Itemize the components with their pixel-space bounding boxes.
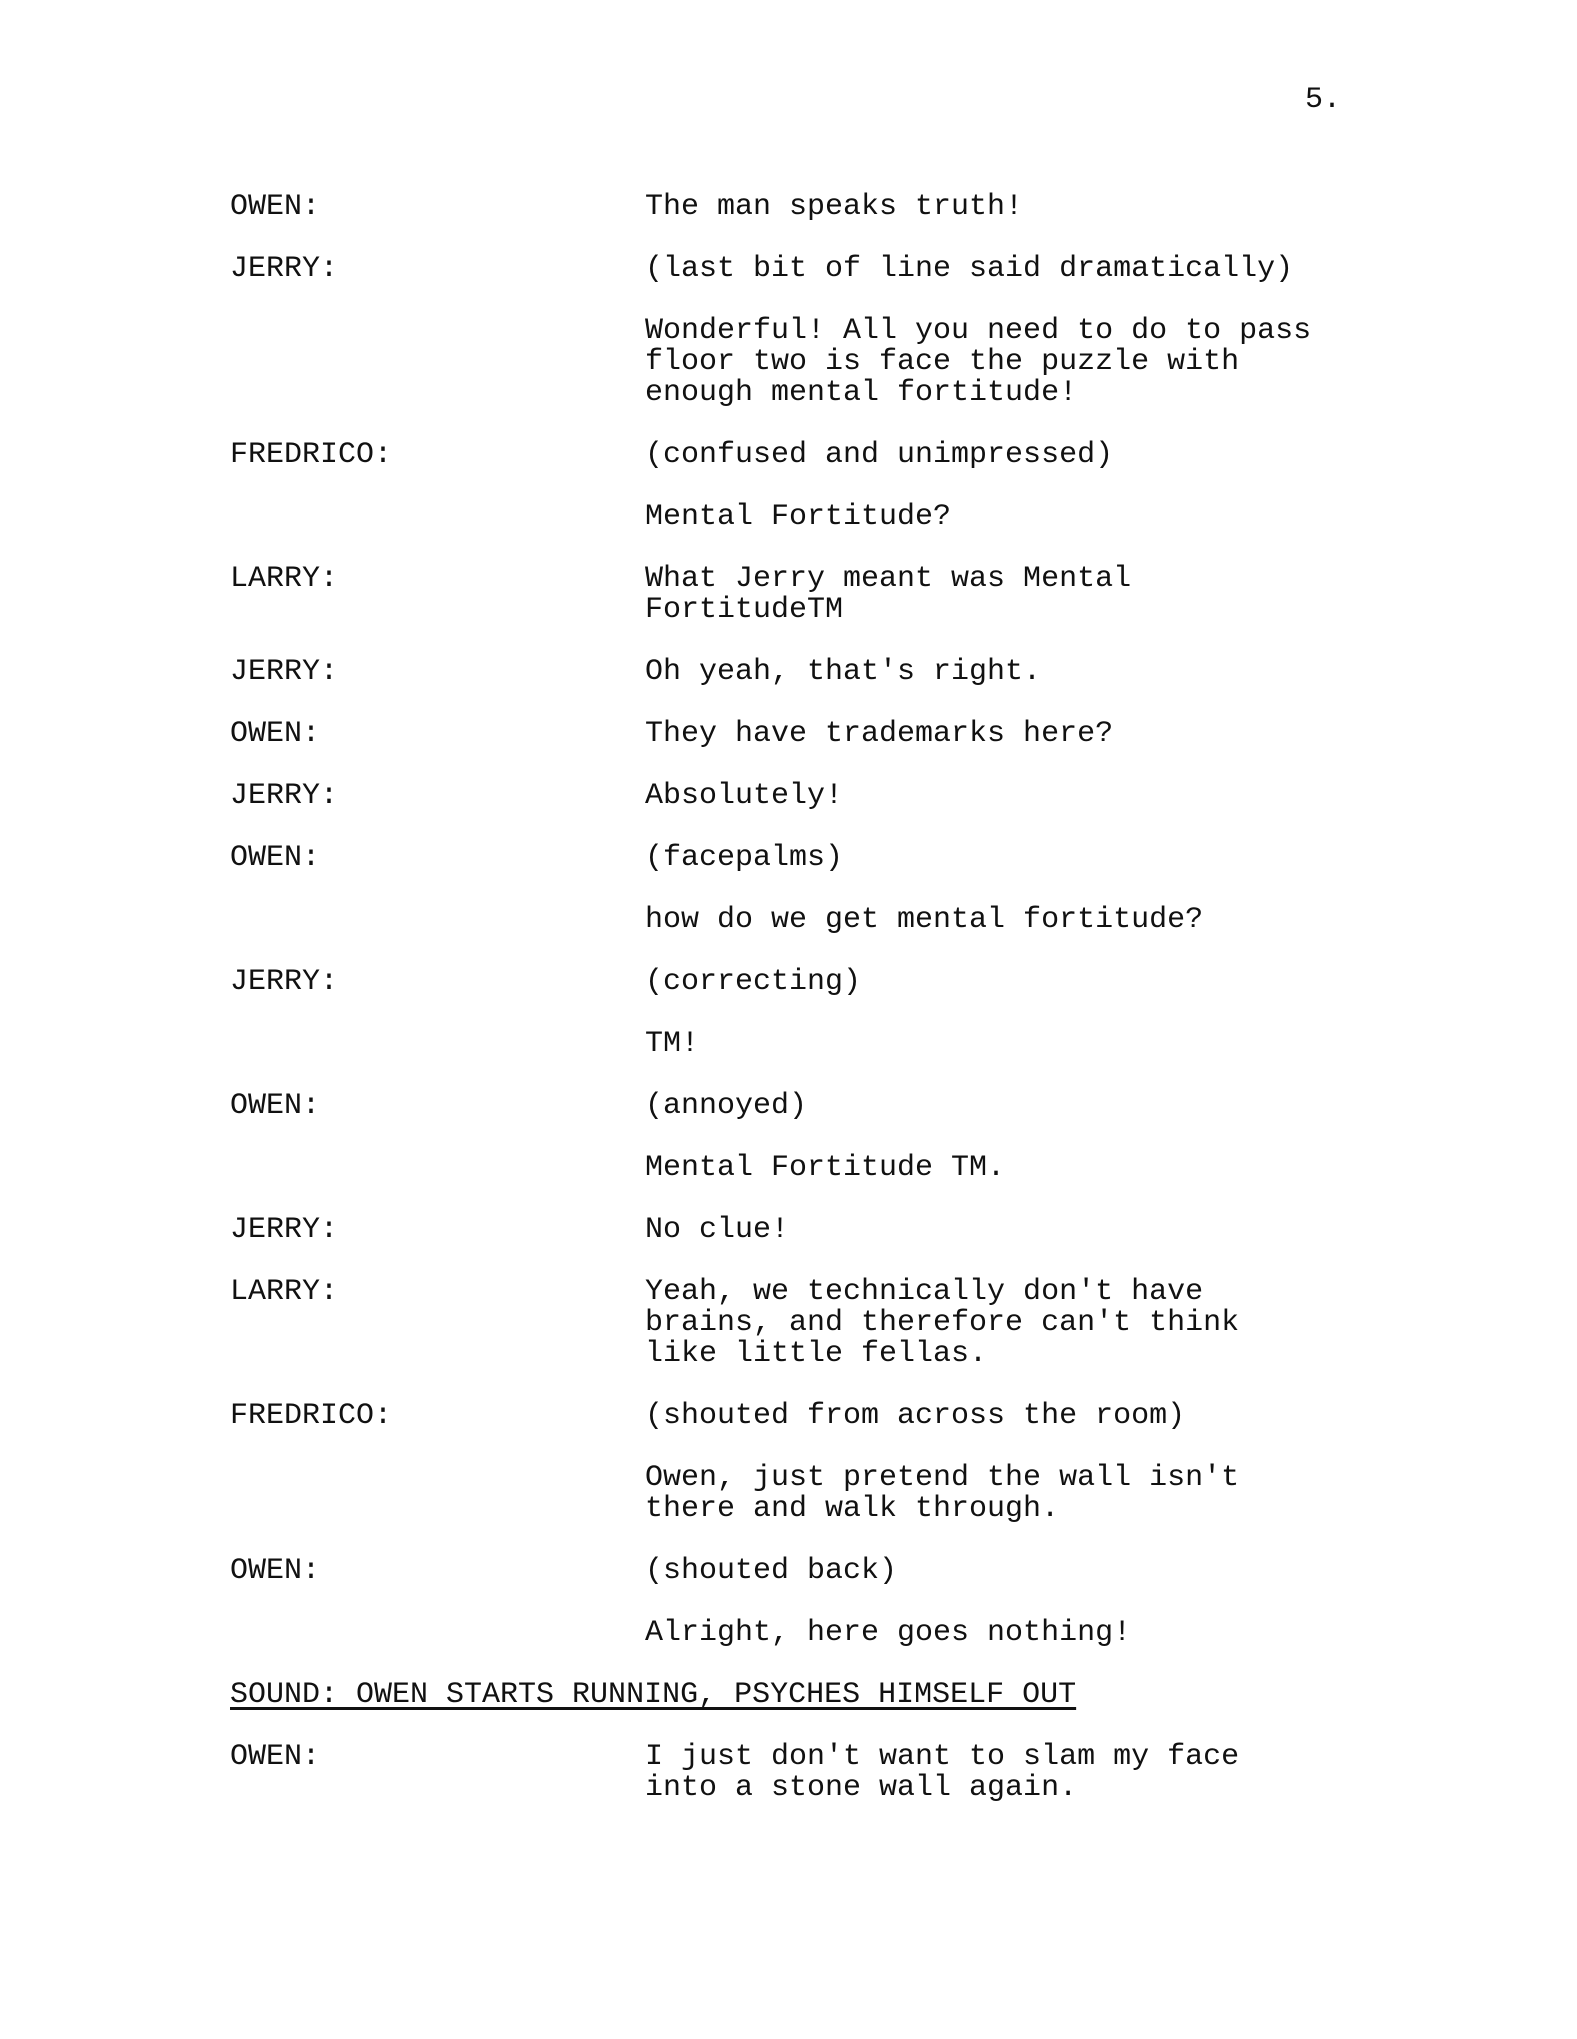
character-name: LARRY:: [230, 1275, 339, 1309]
dialogue-row: [230, 843, 1430, 874]
dialogue-row: [230, 502, 1430, 533]
dialogue-row: [230, 564, 1430, 626]
dialogue-row: [230, 967, 1430, 998]
dialogue-text: (annoyed): [645, 1089, 808, 1123]
dialogue-row: [230, 254, 1430, 285]
dialogue-text: Wonderful! All you need to do to pass floor two is face the puzzle with enough mental fortitude!: [645, 314, 1312, 410]
dialogue-text: how do we get mental fortitude?: [645, 903, 1204, 937]
dialogue-row: [230, 192, 1430, 223]
dialogue-row: [230, 1401, 1430, 1432]
dialogue-row: [230, 1463, 1430, 1525]
dialogue-row: [230, 1153, 1430, 1184]
character-name: [230, 1618, 645, 1649]
dialogue-text: Absolutely!: [645, 779, 844, 813]
dialogue-text: Mental Fortitude?: [645, 500, 952, 534]
character-name: OWEN:: [230, 841, 321, 875]
dialogue-text: Yeah, we technically don't have brains, and therefore can't think like little fellas.: [645, 1275, 1240, 1371]
dialogue-row: [230, 1556, 1430, 1587]
character-name: [230, 905, 645, 936]
dialogue-row: [230, 1742, 1430, 1804]
dialogue-text: Mental Fortitude TM.: [645, 1151, 1006, 1185]
character-name: OWEN:: [230, 717, 321, 751]
character-name: OWEN:: [230, 190, 321, 224]
character-name: OWEN:: [230, 1740, 321, 1774]
character-name: JERRY:: [230, 965, 339, 999]
dialogue-text: (shouted from across the room): [645, 1399, 1186, 1433]
dialogue-text: TM!: [645, 1027, 700, 1061]
character-name: JERRY:: [230, 1213, 339, 1247]
character-name: LARRY:: [230, 562, 339, 596]
script-body: [230, 192, 1430, 1835]
character-name: JERRY:: [230, 655, 339, 689]
dialogue-row: [230, 905, 1430, 936]
dialogue-text: I just don't want to slam my face into a stone wall again.: [645, 1740, 1240, 1805]
dialogue-row: [230, 1029, 1430, 1060]
dialogue-text: No clue!: [645, 1213, 790, 1247]
dialogue-text: (facepalms): [645, 841, 844, 875]
character-name: OWEN:: [230, 1089, 321, 1123]
sound-cue: SOUND: OWEN STARTS RUNNING, PSYCHES HIMSELF OUT: [230, 1678, 1077, 1712]
character-name: OWEN:: [230, 1554, 321, 1588]
character-name: JERRY:: [230, 252, 339, 286]
dialogue-text: (correcting): [645, 965, 862, 999]
dialogue-text: What Jerry meant was Mental FortitudeTM: [645, 562, 1132, 627]
dialogue-text: (confused and unimpressed): [645, 438, 1114, 472]
dialogue-text: Alright, here goes nothing!: [645, 1616, 1132, 1650]
dialogue-row: [230, 440, 1430, 471]
page-number: 5.: [1305, 83, 1342, 117]
character-name: FREDRICO:: [230, 1399, 393, 1433]
dialogue-text: Owen, just pretend the wall isn't there and walk through.: [645, 1461, 1240, 1526]
dialogue-row: [230, 781, 1430, 812]
dialogue-row: [230, 1618, 1430, 1649]
dialogue-row: [230, 657, 1430, 688]
character-name: [230, 1463, 645, 1525]
dialogue-text: (shouted back): [645, 1554, 898, 1588]
character-name: [230, 1029, 645, 1060]
dialogue-text: The man speaks truth!: [645, 190, 1024, 224]
dialogue-text: Oh yeah, that's right.: [645, 655, 1042, 689]
dialogue-text: They have trademarks here?: [645, 717, 1114, 751]
dialogue-row: [230, 719, 1430, 750]
character-name: [230, 502, 645, 533]
dialogue-row: [230, 316, 1430, 409]
dialogue-text: (last bit of line said dramatically): [645, 252, 1294, 286]
dialogue-row: [230, 1215, 1430, 1246]
character-name: [230, 1153, 645, 1184]
character-name: FREDRICO:: [230, 438, 393, 472]
character-name: [230, 316, 645, 409]
character-name: JERRY:: [230, 779, 339, 813]
dialogue-row: [230, 1277, 1430, 1370]
dialogue-row: [230, 1091, 1430, 1122]
